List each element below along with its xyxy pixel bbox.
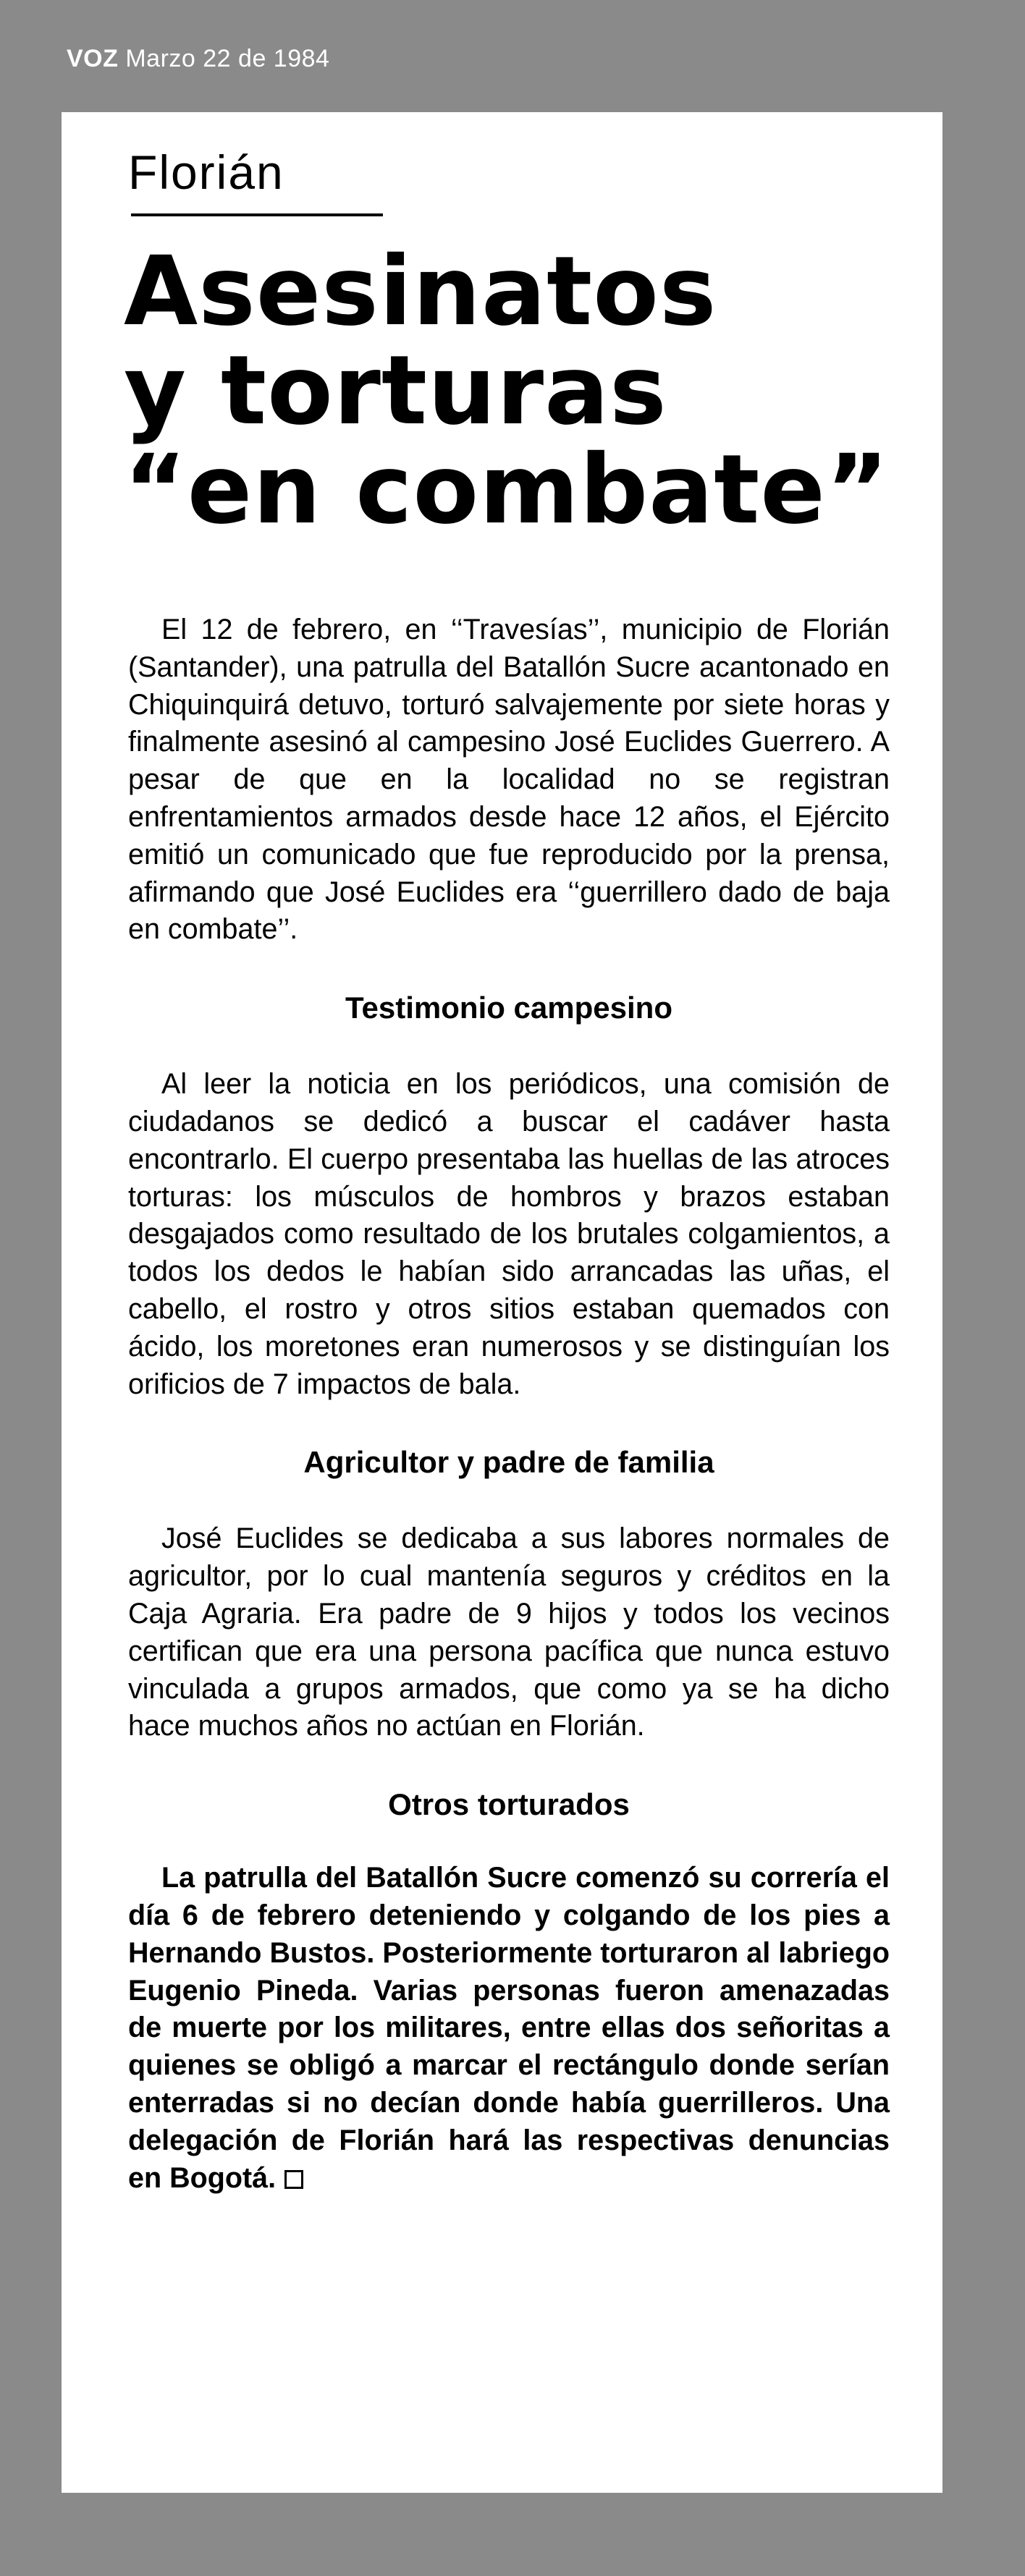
publication-date: Marzo 22 de 1984 xyxy=(125,45,330,72)
paragraph-otros-text: La patrulla del Batallón Sucre comenzó su correría el día 6 de febrero deteniendo y colgando de los pies a Hernando Bustos. Posteriormente torturaron al labriego Eugenio Pineda. Varias personas fueron amenazadas de muerte por los militares, entre ellas dos señoritas a quienes se obligó a marcar el rectángulo donde serían enterradas si no decían donde había guerrilleros. Una delegación de Florián hará las respectivas denuncias en Bogotá. xyxy=(128,1862,890,2194)
newspaper-clipping xyxy=(62,112,942,2493)
article-kicker: Florián xyxy=(128,145,284,199)
subhead-agricultor: Agricultor y padre de familia xyxy=(303,1445,714,1480)
source-caption xyxy=(67,45,329,73)
paragraph-agricultor: José Euclides se dedicaba a sus labores normales de agricultor, por lo cual mantenía seguros y créditos en la Caja Agraria. Era padre de 9 hijos y todos los vecinos certifican que era una persona pacífica que nunca estuvo vinculada a grupos armados, que como ya se ha dicho hace muchos años no actúan en Florián. xyxy=(128,1522,890,1742)
headline-line-2: y torturas xyxy=(124,335,667,446)
paragraph-otros xyxy=(128,1860,890,2197)
headline-line-1: Asesinatos xyxy=(124,236,717,347)
paragraph-testimonio: Al leer la noticia en los periódicos, una comisión de ciudadanos se dedicó a buscar el cadáver hasta encontrarlo. El cuerpo presentaba las huellas de las atroces torturas: los músculos de hombros y brazos estaban desgajados como resultado de los brutales colgamientos, a todos los dedos le habían sido arrancadas las uñas, el cabello, el rostro y otros sitios estaban quemados con ácido, los moretones eran numerosos y se distinguían los orificios de 7 impactos de bala. xyxy=(128,1068,890,1400)
article-headline xyxy=(124,236,920,546)
paragraph-intro: El 12 de febrero, en ‘‘Travesías’’, municipio de Florián (Santander), una patrulla del Batallón Sucre acantonado en Chiquinquirá detuvo, torturó salvajemente por siete horas y finalmente asesinó al campesino José Euclides Guerrero. A pesar de que en la localidad no se registran enfrentamientos armados desde hace 12 años, el Ejército emitió un comunicado que fue reproducido por la prensa, afirmando que José Euclides era ‘‘guerrillero dado de baja en combate’’. xyxy=(128,614,890,946)
subhead-testimonio: Testimonio campesino xyxy=(345,991,672,1025)
kicker-underline xyxy=(131,213,383,216)
subhead-otros: Otros torturados xyxy=(388,1787,630,1822)
article-body xyxy=(128,611,890,2197)
end-of-article-box-icon xyxy=(284,2170,303,2189)
publication-name: VOZ xyxy=(67,45,119,72)
headline-line-3: “en combate” xyxy=(124,434,890,546)
